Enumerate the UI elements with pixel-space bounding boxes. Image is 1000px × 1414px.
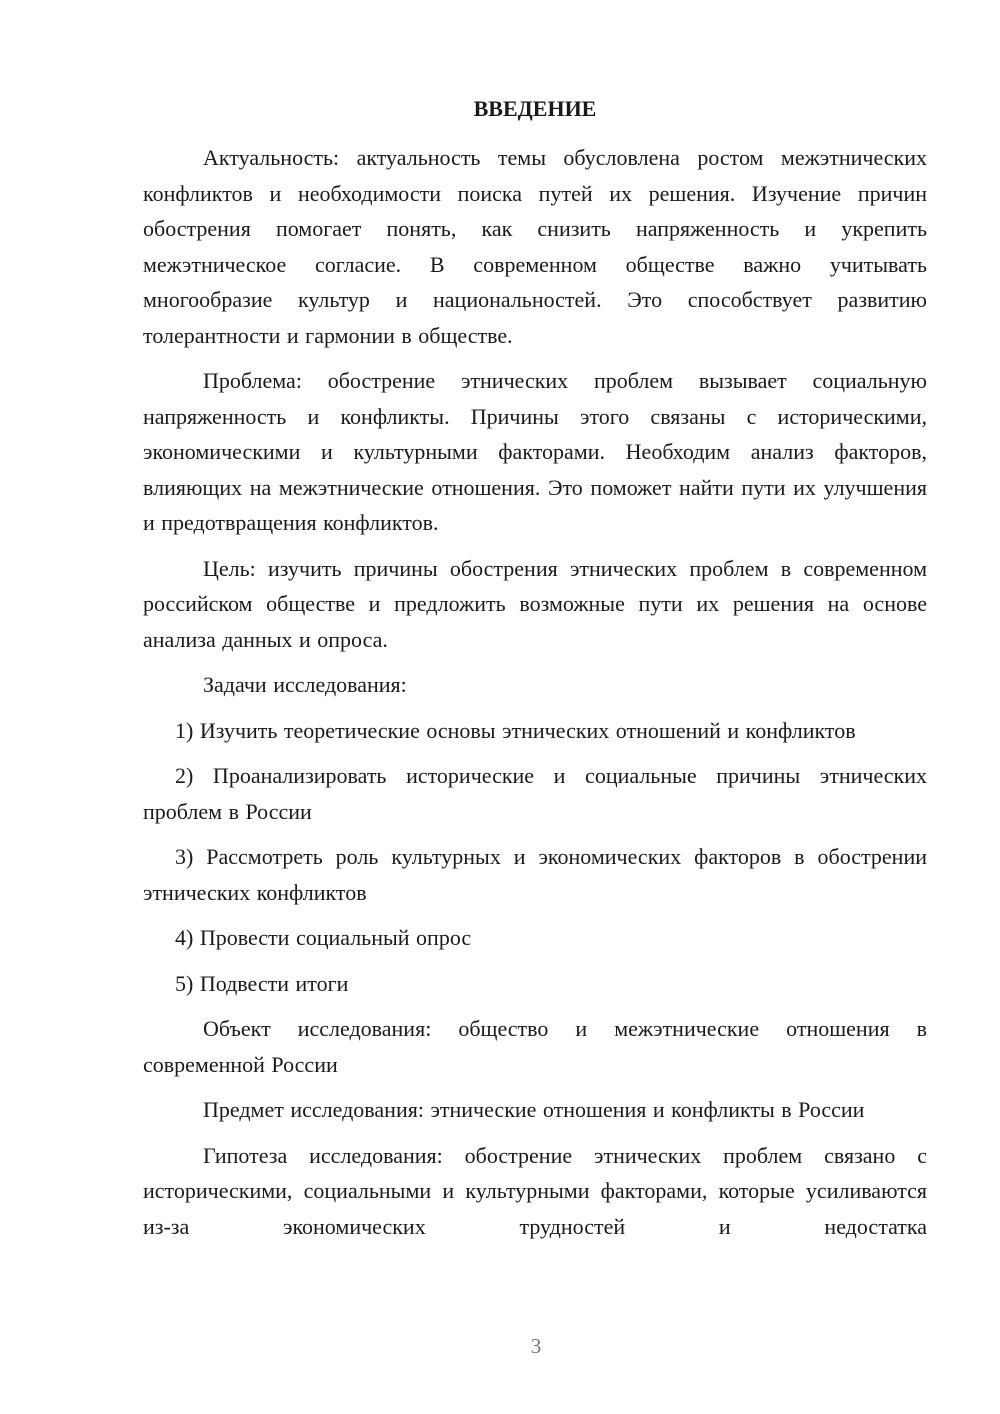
task-item-4: 4) Провести социальный опрос (175, 925, 472, 950)
document-page (143, 92, 927, 1254)
page-number: 3 (530, 1334, 542, 1358)
paragraph-problem: Проблема: обострение этнических проблем вызывает социальную напряженность и конфликты. Причины этого связаны с историческими, экономическими и культурными факторами. Необходим анализ факторов, влияющих на межэтнические отношения. Это поможет найти пути их улучшения и предотвращения конфликтов. (143, 368, 927, 535)
paragraph-hypothesis: Гипотеза исследования: обострение этнических проблем связано с историческими, социальными и культурными факторами, которые усиливаются из-за экономических трудностей и недостатка (143, 1142, 927, 1239)
task-item-1: 1) Изучить теоретические основы этнических отношений и конфликтов (175, 717, 856, 743)
paragraph-goal: Цель: изучить причины обострения этнических проблем в современном российском обществе и предложить возможные пути их решения на основе анализа данных и опроса. (143, 555, 927, 652)
task-item-3: 3) Рассмотреть роль культурных и экономических факторов в обострении этнических конфликтов (143, 844, 927, 905)
paragraph-relevance: Актуальность: актуальность темы обусловлена ростом межэтнических конфликтов и необходимости поиска путей их решения. Изучение причин обострения помогает понять, как снизить напряженность и укрепить межэтническое согласие. В современном обществе важно учитывать многообразие культур и национальностей. Это способствует развитию толерантности и гармонии в обществе. (143, 145, 927, 348)
paragraph-subject: Предмет исследования: этнические отношения и конфликты в России (203, 1097, 865, 1122)
paragraph-tasks-title: Задачи исследования: (203, 672, 407, 697)
task-item-5: 5) Подвести итоги (175, 970, 349, 996)
task-item-2: 2) Проанализировать исторические и социальные причины этнических проблем в России (143, 763, 927, 824)
paragraph-object: Объект исследования: общество и межэтнические отношения в современной России (143, 1016, 927, 1077)
section-heading: ВВЕДЕНИЕ (473, 96, 597, 121)
